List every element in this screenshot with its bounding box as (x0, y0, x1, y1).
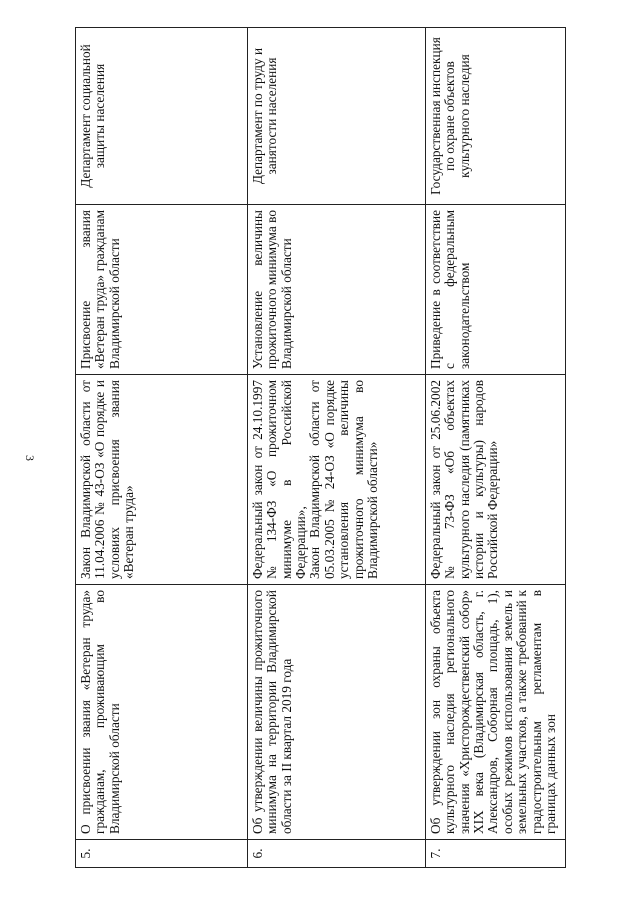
law-reference: Федеральный закон от 25.06.2002 № 73-ФЗ «Об объектах культурного наследия (памятниках истории и культуры) народов Российской Федерации» (428, 380, 501, 579)
responsible-department: Департамент по труду и занятости населения (248, 28, 426, 205)
table-row (76, 28, 248, 868)
table-row (426, 28, 566, 868)
responsible-department: Государственная инспекция по охране объектов культурного наследия (426, 28, 566, 205)
legal-basis (426, 375, 566, 585)
act-purpose: Установление величины прожиточного минимума во Владимирской области (248, 205, 426, 375)
row-number: 6. (248, 840, 426, 868)
page-number: 3 (23, 455, 37, 461)
act-title: О присвоении звания «Ветеран труда» гражданам, проживающим во Владимирской области (76, 585, 248, 840)
legislation-table (75, 27, 566, 868)
responsible-department: Департамент социальной защиты населения (76, 28, 248, 205)
legal-basis (248, 375, 426, 585)
table-row (248, 28, 426, 868)
rotated-table-wrapper (75, 28, 565, 868)
act-title: Об утверждении зон охраны объекта культурного наследия регионального значения «Христорождественский собор» XIX века (Владимирская область, г. Александров, Соборная площадь, 1), особых режимов использования земель и земельных участков, а также требований к градостроительным регламентам в границах данных зон (426, 585, 566, 840)
law-reference: Закон Владимирской области от 05.03.2005 № 24-ОЗ «О порядке установления величины прожиточного минимума во Владимирской области» (307, 380, 380, 579)
law-reference: Федеральный закон от 24.10.1997 № 134-ФЗ «О прожиточном минимуме в Российской Федерации», (250, 380, 309, 579)
law-reference: Закон Владимирской области от 11.04.2006 № 43-ОЗ «О порядке и условиях присвоения звания «Ветеран труда» (78, 380, 137, 579)
row-number: 5. (76, 840, 248, 868)
legal-basis (76, 375, 248, 585)
row-number: 7. (426, 840, 566, 868)
act-purpose: Присвоение звания «Ветеран труда» гражданам Владимирской области (76, 205, 248, 375)
act-purpose: Приведение в соответствие с федеральным законодательством (426, 205, 566, 375)
act-title: Об утверждении величины прожиточного минимума на территории Владимирской области за II квартал 2019 года (248, 585, 426, 840)
